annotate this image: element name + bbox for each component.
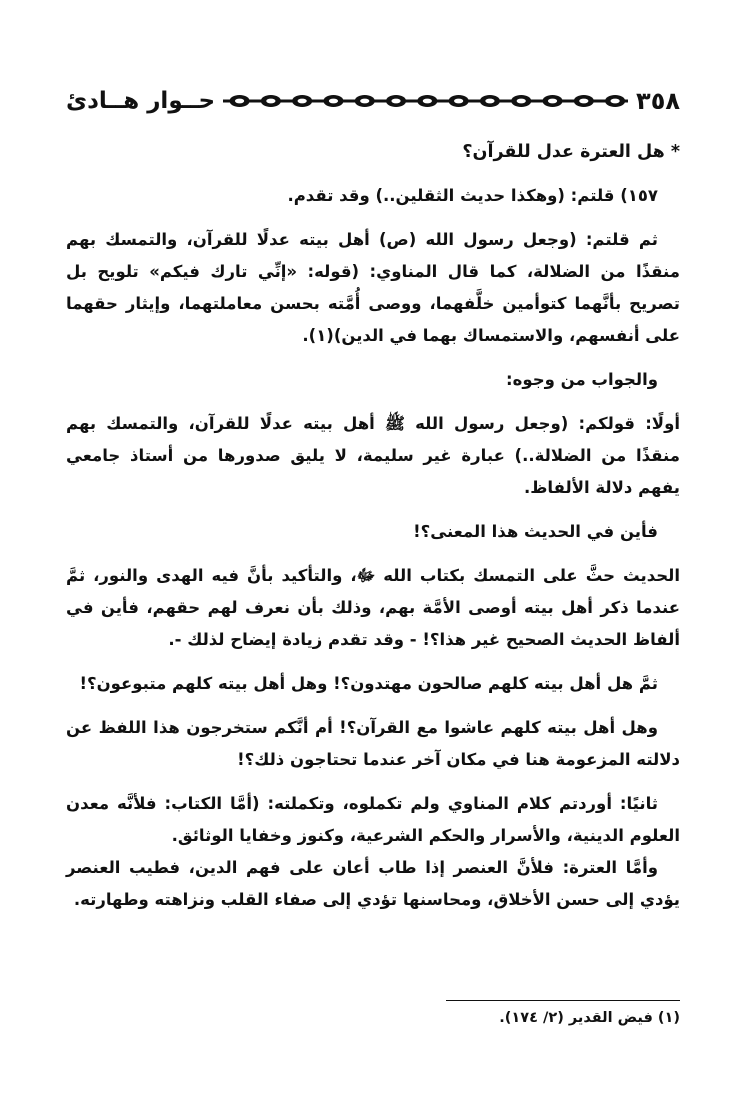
footnote-divider xyxy=(446,1000,680,1001)
footnote: (١) فيض القدير (٢/ ١٧٤). xyxy=(499,1010,680,1026)
running-title: حــوار هــادئ xyxy=(66,88,216,114)
paragraph: ثانيًا: أوردتم كلام المناوي ولم تكملوه، وتكملته: (أمَّا الكتاب: فلأنَّه معدن العلوم الدينية، والأسرار والحكم الشرعية، وكنوز وخفايا الوثائق. xyxy=(66,794,680,845)
main-text xyxy=(66,136,680,916)
paragraph: ١٥٧) قلتم: (وهكذا حديث الثقلين..) وقد تقدم. xyxy=(287,186,658,205)
paragraph: أولًا: قولكم: (وجعل رسول الله ﷺ أهل بيته عدلًا للقرآن، والتمسك بهم منقذًا من الضلالة..) عبارة غير سليمة، لا يليق صدورها من أستاذ جامعي يفهم دلالة الألفاظ. xyxy=(66,414,680,497)
header-ornament xyxy=(223,91,628,111)
page-header xyxy=(66,84,680,118)
paragraph: الحديث حثَّ على التمسك بكتاب الله ﷻ، والتأكيد بأنَّ فيه الهدى والنور، ثمَّ عندما ذكر أهل بيته أوصى الأمَّة بهم، وذلك بأن نعرف لهم حقهم، فأين في ألفاظ الحديث الصحيح غير هذا؟! - وقد تقدم زيادة إيضاح لذلك -. xyxy=(66,566,680,649)
section-heading: * هل العترة عدل للقرآن؟ xyxy=(462,142,680,162)
page-number: ٣٥٨ xyxy=(636,87,680,115)
paragraph: وأمَّا العترة: فلأنَّ العنصر إذا طاب أعان على فهم الدين، فطيب العنصر يؤدي إلى حسن الأخلاق، ومحاسنها تؤدي إلى صفاء القلب ونزاهته وطهارته. xyxy=(66,858,680,909)
paragraph: وهل أهل بيته كلهم عاشوا مع القرآن؟! أم أنَّكم ستخرجون هذا اللفظ عن دلالته المزعومة هنا في مكان آخر عندما تحتاجون ذلك؟! xyxy=(66,718,680,769)
paragraph: ثم قلتم: (وجعل رسول الله (ص) أهل بيته عدلًا للقرآن، والتمسك بهم منقذًا من الضلالة، كما قال المناوي: (قوله: «إنِّي تارك فيكم» تلويح بل تصريح بأنَّهما كتوأمين خلَّفهما، ووصى أُمَّته بحسن معاملتهما، وإيثار حقهما على أنفسهم، والاستمساك بهما في الدين)(١). xyxy=(66,230,680,345)
paragraph: فأين في الحديث هذا المعنى؟! xyxy=(413,522,658,541)
paragraph: ثمَّ هل أهل بيته كلهم صالحون مهتدون؟! وهل أهل بيته كلهم متبوعون؟! xyxy=(79,674,658,693)
paragraph: والجواب من وجوه: xyxy=(506,370,658,389)
